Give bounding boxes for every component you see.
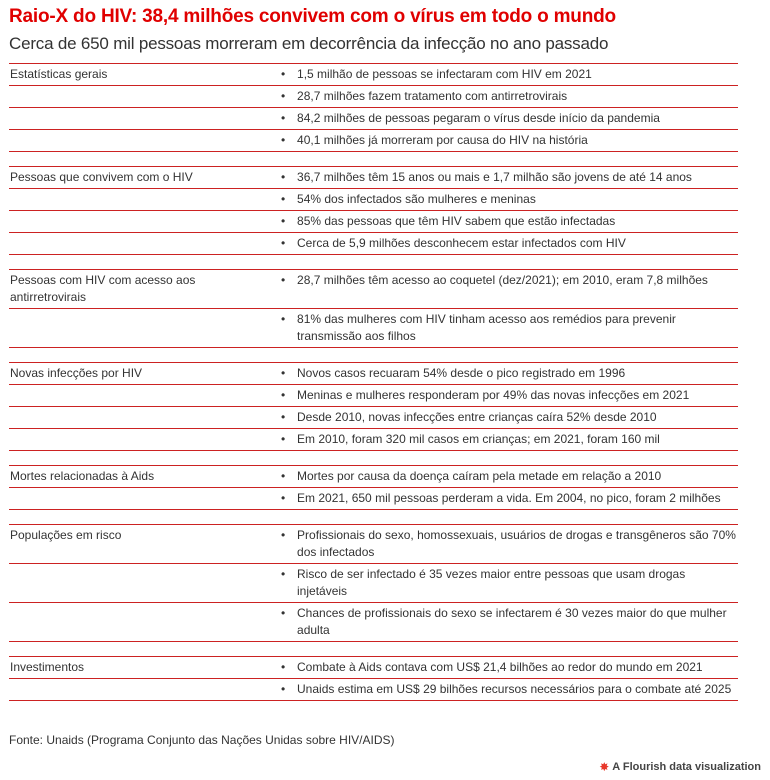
item-cell [273, 488, 738, 510]
stats-table-container [9, 63, 738, 701]
category-cell [9, 657, 273, 679]
bullet-dot-icon: • [281, 432, 286, 446]
item-cell [273, 211, 738, 233]
table-row [9, 679, 738, 701]
bullet-dot-icon: • [281, 491, 286, 505]
bullet-item [281, 66, 738, 83]
item-cell [273, 270, 738, 309]
bullet-item [281, 311, 738, 345]
item-cell [273, 233, 738, 255]
category-cell [9, 564, 273, 603]
item-cell [273, 657, 738, 679]
bullet-text: 28,7 milhões fazem tratamento com antirretrovirais [297, 89, 568, 103]
category-cell [9, 189, 273, 211]
bullet-text: 85% das pessoas que têm HIV sabem que estão infectadas [297, 214, 616, 228]
table-row [9, 407, 738, 429]
section-spacer [9, 152, 738, 167]
table-row [9, 488, 738, 510]
item-cell [273, 466, 738, 488]
category-label: Investimentos [10, 660, 85, 674]
page-title: Raio-X do HIV: 38,4 milhões convivem com o vírus em todo o mundo [9, 6, 616, 27]
bullet-dot-icon: • [281, 410, 286, 424]
bullet-text: Risco de ser infectado é 35 vezes maior entre pessoas que usam drogas injetáveis [297, 567, 686, 598]
bullet-text: Em 2010, foram 320 mil casos em crianças; em 2021, foram 160 mil [297, 432, 660, 446]
bullet-item [281, 169, 738, 186]
bullet-item [281, 88, 738, 105]
bullet-dot-icon: • [281, 366, 286, 380]
category-cell [9, 130, 273, 152]
bullet-dot-icon: • [281, 111, 286, 125]
category-cell [9, 167, 273, 189]
bullet-text: Unaids estima em US$ 29 bilhões recursos necessários para o combate até 2025 [297, 682, 732, 696]
section-spacer-cell [9, 255, 738, 270]
category-cell [9, 270, 273, 309]
item-cell [273, 429, 738, 451]
bullet-text: 1,5 milhão de pessoas se infectaram com HIV em 2021 [297, 67, 592, 81]
category-cell [9, 309, 273, 348]
section-spacer [9, 642, 738, 657]
bullet-item [281, 213, 738, 230]
item-cell [273, 130, 738, 152]
flourish-credit-label: A Flourish data visualization [612, 761, 761, 773]
bullet-item [281, 681, 738, 698]
bullet-item [281, 659, 738, 676]
section-spacer-cell [9, 152, 738, 167]
item-cell [273, 679, 738, 701]
category-cell [9, 679, 273, 701]
bullet-item [281, 191, 738, 208]
item-cell [273, 86, 738, 108]
bullet-item [281, 431, 738, 448]
bullet-item [281, 387, 738, 404]
bullet-item [281, 566, 738, 600]
bullet-text: Novos casos recuaram 54% desde o pico registrado em 1996 [297, 366, 626, 380]
category-cell [9, 525, 273, 564]
bullet-item [281, 468, 738, 485]
bullet-item [281, 527, 738, 561]
item-cell [273, 363, 738, 385]
table-row [9, 86, 738, 108]
bullet-dot-icon: • [281, 214, 286, 228]
item-cell [273, 564, 738, 603]
table-row [9, 233, 738, 255]
bullet-text: 54% dos infectados são mulheres e meninas [297, 192, 536, 206]
item-cell [273, 525, 738, 564]
bullet-dot-icon: • [281, 528, 286, 542]
bullet-text: 36,7 milhões têm 15 anos ou mais e 1,7 milhão são jovens de até 14 anos [297, 170, 692, 184]
category-cell [9, 407, 273, 429]
table-row [9, 189, 738, 211]
bullet-dot-icon: • [281, 660, 286, 674]
category-cell [9, 64, 273, 86]
table-row [9, 270, 738, 309]
category-label: Populações em risco [10, 528, 122, 542]
table-row [9, 466, 738, 488]
section-spacer-cell [9, 451, 738, 466]
source-note: Fonte: Unaids (Programa Conjunto das Nações Unidas sobre HIV/AIDS) [9, 733, 395, 747]
table-row [9, 108, 738, 130]
bullet-text: Profissionais do sexo, homossexuais, usuários de drogas e transgêneros são 70% dos infectados [297, 528, 736, 559]
category-cell [9, 233, 273, 255]
item-cell [273, 108, 738, 130]
bullet-dot-icon: • [281, 89, 286, 103]
section-spacer [9, 451, 738, 466]
bullet-item [281, 409, 738, 426]
bullet-dot-icon: • [281, 312, 286, 326]
flourish-credit-link[interactable] [599, 760, 761, 774]
stats-table [9, 63, 738, 701]
section-spacer [9, 510, 738, 525]
table-row [9, 167, 738, 189]
bullet-dot-icon: • [281, 273, 286, 287]
table-row [9, 385, 738, 407]
bullet-dot-icon: • [281, 606, 286, 620]
category-cell [9, 86, 273, 108]
table-row [9, 363, 738, 385]
bullet-dot-icon: • [281, 567, 286, 581]
item-cell [273, 309, 738, 348]
table-row [9, 657, 738, 679]
bullet-dot-icon: • [281, 236, 286, 250]
bullet-item [281, 235, 738, 252]
bullet-text: Em 2021, 650 mil pessoas perderam a vida. Em 2004, no pico, foram 2 milhões [297, 491, 721, 505]
bullet-dot-icon: • [281, 170, 286, 184]
bullet-dot-icon: • [281, 192, 286, 206]
category-label: Novas infecções por HIV [10, 366, 143, 380]
category-label: Pessoas com HIV com acesso aos antirretrovirais [10, 273, 196, 304]
item-cell [273, 189, 738, 211]
flourish-logo-icon: ✸ [599, 760, 610, 774]
section-spacer [9, 255, 738, 270]
table-row [9, 525, 738, 564]
table-row [9, 564, 738, 603]
section-spacer-cell [9, 510, 738, 525]
category-cell [9, 488, 273, 510]
bullet-text: Meninas e mulheres responderam por 49% das novas infecções em 2021 [297, 388, 690, 402]
item-cell [273, 603, 738, 642]
stats-table-body [9, 64, 738, 701]
bullet-dot-icon: • [281, 469, 286, 483]
item-cell [273, 167, 738, 189]
category-label: Estatísticas gerais [10, 67, 108, 81]
category-label: Mortes relacionadas à Aids [10, 469, 155, 483]
table-row [9, 603, 738, 642]
category-cell [9, 108, 273, 130]
bullet-text: Combate à Aids contava com US$ 21,4 bilhões ao redor do mundo em 2021 [297, 660, 703, 674]
bullet-dot-icon: • [281, 682, 286, 696]
category-label: Pessoas que convivem com o HIV [10, 170, 193, 184]
table-row [9, 64, 738, 86]
category-cell [9, 211, 273, 233]
item-cell [273, 407, 738, 429]
bullet-item [281, 365, 738, 382]
bullet-dot-icon: • [281, 67, 286, 81]
bullet-dot-icon: • [281, 133, 286, 147]
bullet-text: Chances de profissionais do sexo se infectarem é 30 vezes maior do que mulher adulta [297, 606, 727, 637]
category-cell [9, 429, 273, 451]
category-cell [9, 363, 273, 385]
item-cell [273, 64, 738, 86]
category-cell [9, 603, 273, 642]
bullet-text: Mortes por causa da doença caíram pela metade em relação a 2010 [297, 469, 662, 483]
table-row [9, 309, 738, 348]
bullet-item [281, 132, 738, 149]
bullet-text: 81% das mulheres com HIV tinham acesso aos remédios para prevenir transmissão aos filhos [297, 312, 676, 343]
bullet-text: 40,1 milhões já morreram por causa do HIV na história [297, 133, 588, 147]
table-row [9, 211, 738, 233]
table-row [9, 130, 738, 152]
bullet-item [281, 490, 738, 507]
item-cell [273, 385, 738, 407]
category-cell [9, 385, 273, 407]
bullet-item [281, 272, 738, 289]
bullet-item [281, 110, 738, 127]
section-spacer-cell [9, 642, 738, 657]
bullet-text: 28,7 milhões têm acesso ao coquetel (dez/2021); em 2010, eram 7,8 milhões [297, 273, 708, 287]
table-row [9, 429, 738, 451]
section-spacer [9, 348, 738, 363]
bullet-text: 84,2 milhões de pessoas pegaram o vírus desde início da pandemia [297, 111, 660, 125]
bullet-text: Cerca de 5,9 milhões desconhecem estar infectados com HIV [297, 236, 626, 250]
bullet-dot-icon: • [281, 388, 286, 402]
section-spacer-cell [9, 348, 738, 363]
page-subtitle: Cerca de 650 mil pessoas morreram em decorrência da infecção no ano passado [9, 34, 609, 53]
bullet-item [281, 605, 738, 639]
bullet-text: Desde 2010, novas infecções entre crianças caíra 52% desde 2010 [297, 410, 657, 424]
category-cell [9, 466, 273, 488]
